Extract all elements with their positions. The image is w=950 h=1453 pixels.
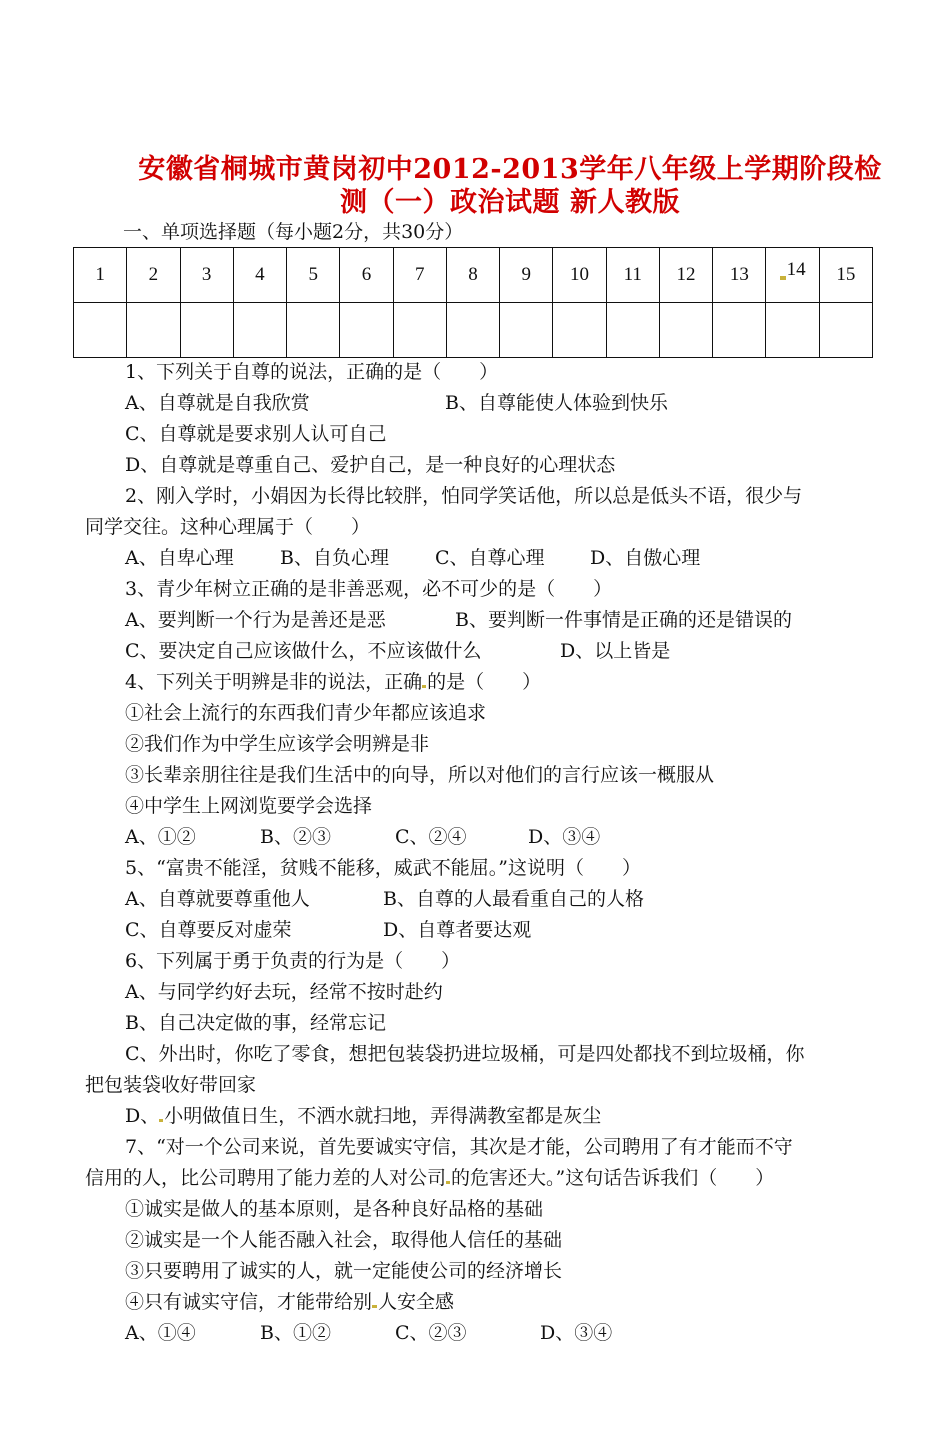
statement-3: ③长辈亲朋往往是我们生活中的向导，所以对他们的言行应该一概服从 bbox=[125, 764, 715, 786]
option-b: B、自尊能使人体验到快乐 bbox=[445, 392, 668, 414]
option-b: B、自负心理 bbox=[280, 547, 389, 569]
option-b: B、②③ bbox=[260, 826, 331, 848]
option-b: B、自己决定做的事，经常忘记 bbox=[125, 1012, 386, 1034]
option-c-line-2: 把包装袋收好带回家 bbox=[85, 1074, 257, 1096]
yellow-mark bbox=[780, 276, 786, 280]
answer-grid-blank-row bbox=[74, 303, 873, 358]
question-4-stem-part-1: 4、下列关于明辨是非的说法，正确 bbox=[125, 671, 423, 693]
option-c: C、要决定自己应该做什么，不应该做什么 bbox=[125, 640, 482, 662]
yellow-mark bbox=[422, 685, 426, 688]
statement-2: ②诚实是一个人能否融入社会，取得他人信任的基础 bbox=[125, 1229, 563, 1251]
section-heading: 一、单项选择题（每小题2分，共30分） bbox=[123, 221, 464, 243]
answer-cell[interactable] bbox=[233, 303, 286, 358]
statement-1: ①社会上流行的东西我们青少年都应该追求 bbox=[125, 702, 487, 724]
answer-grid-number-row bbox=[74, 248, 873, 303]
option-a: A、①② bbox=[125, 826, 196, 848]
option-a: A、自卑心理 bbox=[125, 547, 234, 569]
answer-cell[interactable] bbox=[180, 303, 233, 358]
questions-body bbox=[85, 357, 875, 1349]
option-a: A、与同学约好去玩，经常不按时赴约 bbox=[125, 981, 443, 1003]
option-c: C、自尊就是要求别人认可自己 bbox=[125, 423, 387, 445]
statement-3: ③只要聘用了诚实的人，就一定能使公司的经济增长 bbox=[125, 1260, 563, 1282]
question-2-stem-line-2: 同学交往。这种心理属于（ ） bbox=[85, 516, 371, 538]
question-3-options-ab bbox=[85, 605, 875, 636]
answer-cell[interactable] bbox=[659, 303, 712, 358]
question-2-options bbox=[85, 543, 875, 574]
grid-number: 5 bbox=[287, 248, 340, 303]
question-4-stem bbox=[85, 667, 875, 698]
grid-number: 1 bbox=[74, 248, 127, 303]
option-c: C、自尊心理 bbox=[435, 547, 545, 569]
grid-number: 2 bbox=[127, 248, 180, 303]
question-7-stem-line-1: 7、“对一个公司来说，首先要诚实守信，其次是才能，公司聘用了有才能而不守 bbox=[125, 1136, 793, 1158]
question-3-stem: 3、青少年树立正确的是非善恶观，必不可少的是（ ） bbox=[125, 578, 613, 600]
grid-number-14-cell bbox=[766, 248, 819, 303]
answer-cell[interactable] bbox=[446, 303, 499, 358]
answer-cell[interactable] bbox=[393, 303, 446, 358]
option-d: D、③④ bbox=[528, 826, 601, 848]
question-7-stem-line-2 bbox=[85, 1163, 875, 1194]
question-4-options bbox=[85, 822, 875, 853]
answer-cell[interactable] bbox=[766, 303, 819, 358]
option-c-line-1: C、外出时，你吃了零食，想把包装袋扔进垃圾桶，可是四处都找不到垃圾桶，你 bbox=[125, 1043, 805, 1065]
yellow-mark bbox=[159, 1119, 163, 1122]
grid-number: 10 bbox=[553, 248, 606, 303]
question-6-stem: 6、下列属于勇于负责的行为是（ ） bbox=[125, 950, 461, 972]
answer-cell[interactable] bbox=[553, 303, 606, 358]
grid-number: 8 bbox=[446, 248, 499, 303]
question-4-stem-part-2: 的是（ ） bbox=[427, 671, 542, 693]
question-2-stem-line-1: 2、刚入学时，小娟因为长得比较胖，怕同学笑话他，所以总是低头不语，很少与 bbox=[125, 485, 803, 507]
option-d-prefix: D、 bbox=[125, 1105, 160, 1127]
document-title-line-2: 测（一）政治试题 新人教版 bbox=[340, 187, 680, 218]
statement-4-part-1: ④只有诚实守信，才能带给别 bbox=[125, 1291, 373, 1313]
question-3-options-cd bbox=[85, 636, 875, 667]
grid-number: 9 bbox=[500, 248, 553, 303]
question-7-stem-line-2-part-1: 信用的人，比公司聘用了能力差的人对公司 bbox=[85, 1167, 447, 1189]
question-5-stem: 5、“富贵不能淫，贫贱不能移，威武不能屈。”这说明（ ） bbox=[125, 857, 642, 879]
option-c: C、②③ bbox=[395, 1322, 467, 1344]
statement-4: ④中学生上网浏览要学会选择 bbox=[125, 795, 373, 817]
answer-cell[interactable] bbox=[340, 303, 393, 358]
yellow-mark bbox=[372, 1305, 377, 1308]
question-7-stem-line-2-part-2: 的危害还大。”这句话告诉我们（ ） bbox=[451, 1167, 775, 1189]
document-title-line-1: 安徽省桐城市黄岗初中2012-2013学年八年级上学期阶段检 bbox=[138, 154, 882, 185]
answer-cell[interactable] bbox=[287, 303, 340, 358]
statement-1: ①诚实是做人的基本原则，是各种良好品格的基础 bbox=[125, 1198, 544, 1220]
option-d bbox=[85, 1101, 875, 1132]
question-5-options-cd bbox=[85, 915, 875, 946]
option-c: C、②④ bbox=[395, 826, 467, 848]
option-a: A、要判断一个行为是善还是恶 bbox=[125, 609, 386, 631]
option-b: B、①② bbox=[260, 1322, 331, 1344]
grid-number: 7 bbox=[393, 248, 446, 303]
grid-number: 4 bbox=[233, 248, 286, 303]
answer-cell[interactable] bbox=[500, 303, 553, 358]
answer-cell[interactable] bbox=[819, 303, 872, 358]
yellow-mark bbox=[446, 1181, 450, 1184]
question-5-options-ab bbox=[85, 884, 875, 915]
grid-number: 6 bbox=[340, 248, 393, 303]
answer-cell[interactable] bbox=[606, 303, 659, 358]
option-d: D、自傲心理 bbox=[590, 547, 701, 569]
grid-number: 14 bbox=[786, 259, 806, 280]
grid-number: 15 bbox=[819, 248, 872, 303]
option-a: A、①④ bbox=[125, 1322, 196, 1344]
option-d-text: 小明做值日生，不洒水就扫地，弄得满教室都是灰尘 bbox=[164, 1105, 602, 1127]
answer-grid bbox=[73, 247, 873, 358]
option-a: A、自尊就是自我欣赏 bbox=[125, 392, 310, 414]
answer-cell[interactable] bbox=[74, 303, 127, 358]
grid-number: 11 bbox=[606, 248, 659, 303]
grid-number: 13 bbox=[713, 248, 766, 303]
option-a: A、自尊就要尊重他人 bbox=[125, 888, 310, 910]
statement-4 bbox=[85, 1287, 875, 1318]
question-1-options-ab bbox=[85, 388, 875, 419]
answer-cell[interactable] bbox=[713, 303, 766, 358]
grid-number: 3 bbox=[180, 248, 233, 303]
grid-number: 12 bbox=[659, 248, 712, 303]
statement-4-part-2: 人安全感 bbox=[378, 1291, 455, 1313]
option-d: D、自尊就是尊重自己、爱护自己，是一种良好的心理状态 bbox=[125, 454, 616, 476]
option-b: B、要判断一件事情是正确的还是错误的 bbox=[455, 609, 792, 631]
option-b: B、自尊的人最看重自己的人格 bbox=[383, 888, 644, 910]
statement-2: ②我们作为中学生应该学会明辨是非 bbox=[125, 733, 430, 755]
option-d: D、自尊者要达观 bbox=[383, 919, 532, 941]
answer-cell[interactable] bbox=[127, 303, 180, 358]
option-c: C、自尊要反对虚荣 bbox=[125, 919, 292, 941]
question-7-options bbox=[85, 1318, 875, 1349]
question-1-stem: 1、下列关于自尊的说法，正确的是（ ） bbox=[125, 361, 499, 383]
option-d: D、以上皆是 bbox=[560, 640, 671, 662]
option-d: D、③④ bbox=[540, 1322, 613, 1344]
